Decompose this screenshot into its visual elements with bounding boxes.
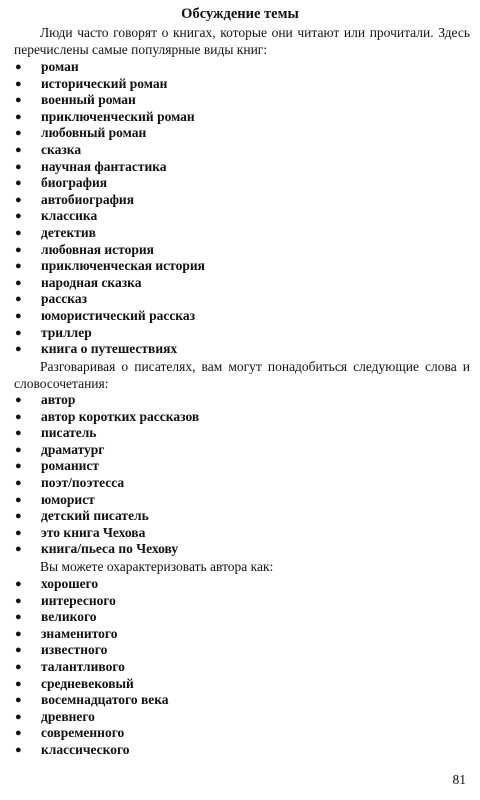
- book-type-item: [14, 92, 205, 109]
- author-adjective-item: [14, 609, 169, 626]
- bullet-icon: ●: [15, 260, 22, 273]
- author-adjective-item: [14, 659, 169, 676]
- book-type-item-label: приключенческий роман: [41, 108, 195, 124]
- book-type-item: [14, 225, 205, 242]
- writer-word-item-label: автор: [41, 392, 76, 407]
- bullet-icon: ●: [15, 127, 22, 140]
- bullet-icon: ●: [15, 677, 22, 690]
- bullet-icon: ●: [15, 443, 22, 456]
- book-type-item-label: роман: [41, 59, 79, 74]
- writer-word-item-label: драматург: [41, 441, 105, 457]
- intro-paragraph: Люди часто говорят о книгах, которые они читают или прочитали. Здесь перечислены самые популярные виды книг:: [14, 25, 470, 57]
- bullet-icon: ●: [15, 160, 22, 173]
- author-adjective-item-label: великого: [41, 609, 97, 625]
- bullet-icon: ●: [15, 727, 22, 740]
- author-adjective-item-label: современного: [41, 725, 125, 741]
- book-type-item-label: автобиография: [41, 191, 134, 207]
- bullet-icon: ●: [15, 61, 22, 73]
- book-type-item: [14, 208, 205, 225]
- bullet-icon: ●: [15, 543, 22, 556]
- book-type-item-label: военный роман: [41, 92, 136, 108]
- bullet-icon: ●: [15, 493, 22, 506]
- book-type-item: [14, 325, 205, 342]
- book-type-item: [14, 308, 205, 325]
- page-number: 81: [452, 772, 466, 787]
- author-adjective-item-label: знаменитого: [41, 625, 118, 641]
- bullet-icon: ●: [15, 276, 22, 289]
- author-adjective-item-label: восемнадцатого века: [41, 692, 169, 708]
- book-type-item-label: любовная история: [41, 241, 154, 257]
- book-type-item-label: рассказ: [41, 291, 87, 307]
- bullet-icon: ●: [15, 143, 22, 156]
- book-type-item: [14, 341, 205, 358]
- writer-word-item-label: юморист: [41, 491, 95, 507]
- bullet-icon: ●: [15, 226, 22, 239]
- writer-word-item-label: романист: [41, 458, 100, 474]
- author-adjective-item-label: хорошего: [41, 576, 99, 591]
- writer-word-item-label: это книга Чехова: [41, 524, 146, 540]
- book-type-item-label: научная фантастика: [41, 158, 167, 174]
- book-type-item: [14, 76, 205, 93]
- author-adjective-item: [14, 676, 169, 693]
- bullet-icon: ●: [15, 611, 22, 624]
- bullet-icon: ●: [15, 94, 22, 107]
- bullet-icon: ●: [15, 510, 22, 523]
- writer-word-item: [14, 475, 199, 492]
- bullet-icon: ●: [15, 627, 22, 640]
- book-type-item-label: любовный роман: [41, 125, 147, 141]
- book-type-item-label: детектив: [41, 224, 96, 240]
- writer-word-item: [14, 458, 199, 475]
- author-adjective-item: [14, 626, 169, 643]
- bullet-icon: ●: [15, 578, 22, 590]
- author-adjectives-list: [14, 576, 169, 759]
- author-adjective-item-label: интересного: [41, 592, 116, 608]
- writer-word-item: [14, 525, 199, 542]
- bullet-icon: ●: [15, 210, 22, 223]
- book-type-item-label: юмористический рассказ: [41, 307, 196, 323]
- author-adjective-item-label: классического: [41, 741, 130, 757]
- writer-word-item: [14, 508, 199, 525]
- bullet-icon: ●: [15, 660, 22, 673]
- book-type-item: [14, 125, 205, 142]
- book-type-item: [14, 109, 205, 126]
- bullet-icon: ●: [15, 77, 22, 90]
- book-type-item-label: народная сказка: [41, 274, 142, 290]
- book-type-item: [14, 192, 205, 209]
- writer-word-item: [14, 541, 199, 558]
- book-type-item: [14, 291, 205, 308]
- bullet-icon: ●: [15, 427, 22, 440]
- writer-word-item-label: писатель: [41, 425, 97, 441]
- characterize-intro-paragraph: Вы можете охарактеризовать автора как:: [40, 559, 274, 574]
- bullet-icon: ●: [15, 710, 22, 723]
- book-type-item: [14, 275, 205, 292]
- bullet-icon: ●: [15, 243, 22, 256]
- writer-word-item-label: детский писатель: [41, 508, 149, 524]
- book-type-item: [14, 142, 205, 159]
- page-title: Обсуждение темы: [181, 6, 299, 22]
- author-adjective-item: [14, 725, 169, 742]
- book-type-item-label: приключенческая история: [41, 258, 205, 274]
- bullet-icon: ●: [15, 526, 22, 539]
- bullet-icon: ●: [15, 644, 22, 657]
- writer-word-item-label: поэт/поэтесса: [41, 474, 125, 490]
- author-adjective-item-label: известного: [41, 642, 108, 658]
- bullet-icon: ●: [15, 110, 22, 123]
- writer-word-item: [14, 425, 199, 442]
- bullet-icon: ●: [15, 694, 22, 707]
- author-adjective-item: [14, 576, 169, 593]
- bullet-icon: ●: [15, 309, 22, 322]
- bullet-icon: ●: [15, 193, 22, 206]
- bullet-icon: ●: [15, 743, 22, 756]
- author-adjective-item-label: средневековый: [41, 675, 134, 691]
- book-type-item: [14, 159, 205, 176]
- book-type-item: [14, 175, 205, 192]
- book-types-list: [14, 59, 205, 358]
- writer-words-list: [14, 392, 199, 558]
- bullet-icon: ●: [15, 460, 22, 473]
- writer-word-item: [14, 392, 199, 409]
- book-type-item-label: исторический роман: [41, 75, 168, 91]
- book-type-item: [14, 242, 205, 259]
- writer-word-item: [14, 492, 199, 509]
- author-adjective-item: [14, 709, 169, 726]
- book-type-item-label: триллер: [41, 324, 92, 340]
- author-adjective-item: [14, 692, 169, 709]
- bullet-icon: ●: [15, 293, 22, 306]
- writer-word-item: [14, 442, 199, 459]
- bullet-icon: ●: [15, 394, 22, 406]
- author-adjective-item-label: талантливого: [41, 658, 125, 674]
- author-adjective-item-label: древнего: [41, 708, 95, 724]
- writer-word-item: [14, 409, 199, 426]
- book-type-item-label: биография: [41, 175, 108, 191]
- bullet-icon: ●: [15, 594, 22, 607]
- bullet-icon: ●: [15, 410, 22, 423]
- bullet-icon: ●: [15, 343, 22, 356]
- book-type-item-label: классика: [41, 208, 98, 224]
- book-type-item: [14, 59, 205, 76]
- writer-word-item-label: автор коротких рассказов: [41, 408, 200, 424]
- bullet-icon: ●: [15, 326, 22, 339]
- book-type-item-label: сказка: [41, 141, 82, 157]
- book-type-item-label: книга о путешествиях: [41, 341, 178, 357]
- author-adjective-item: [14, 742, 169, 759]
- bullet-icon: ●: [15, 476, 22, 489]
- author-adjective-item: [14, 593, 169, 610]
- writer-word-item-label: книга/пьеса по Чехову: [41, 541, 179, 557]
- bullet-icon: ●: [15, 177, 22, 190]
- author-adjective-item: [14, 642, 169, 659]
- book-type-item: [14, 258, 205, 275]
- writers-intro-paragraph: Разговаривая о писателях, вам могут понадобиться следующие слова и словосочетания:: [14, 359, 470, 391]
